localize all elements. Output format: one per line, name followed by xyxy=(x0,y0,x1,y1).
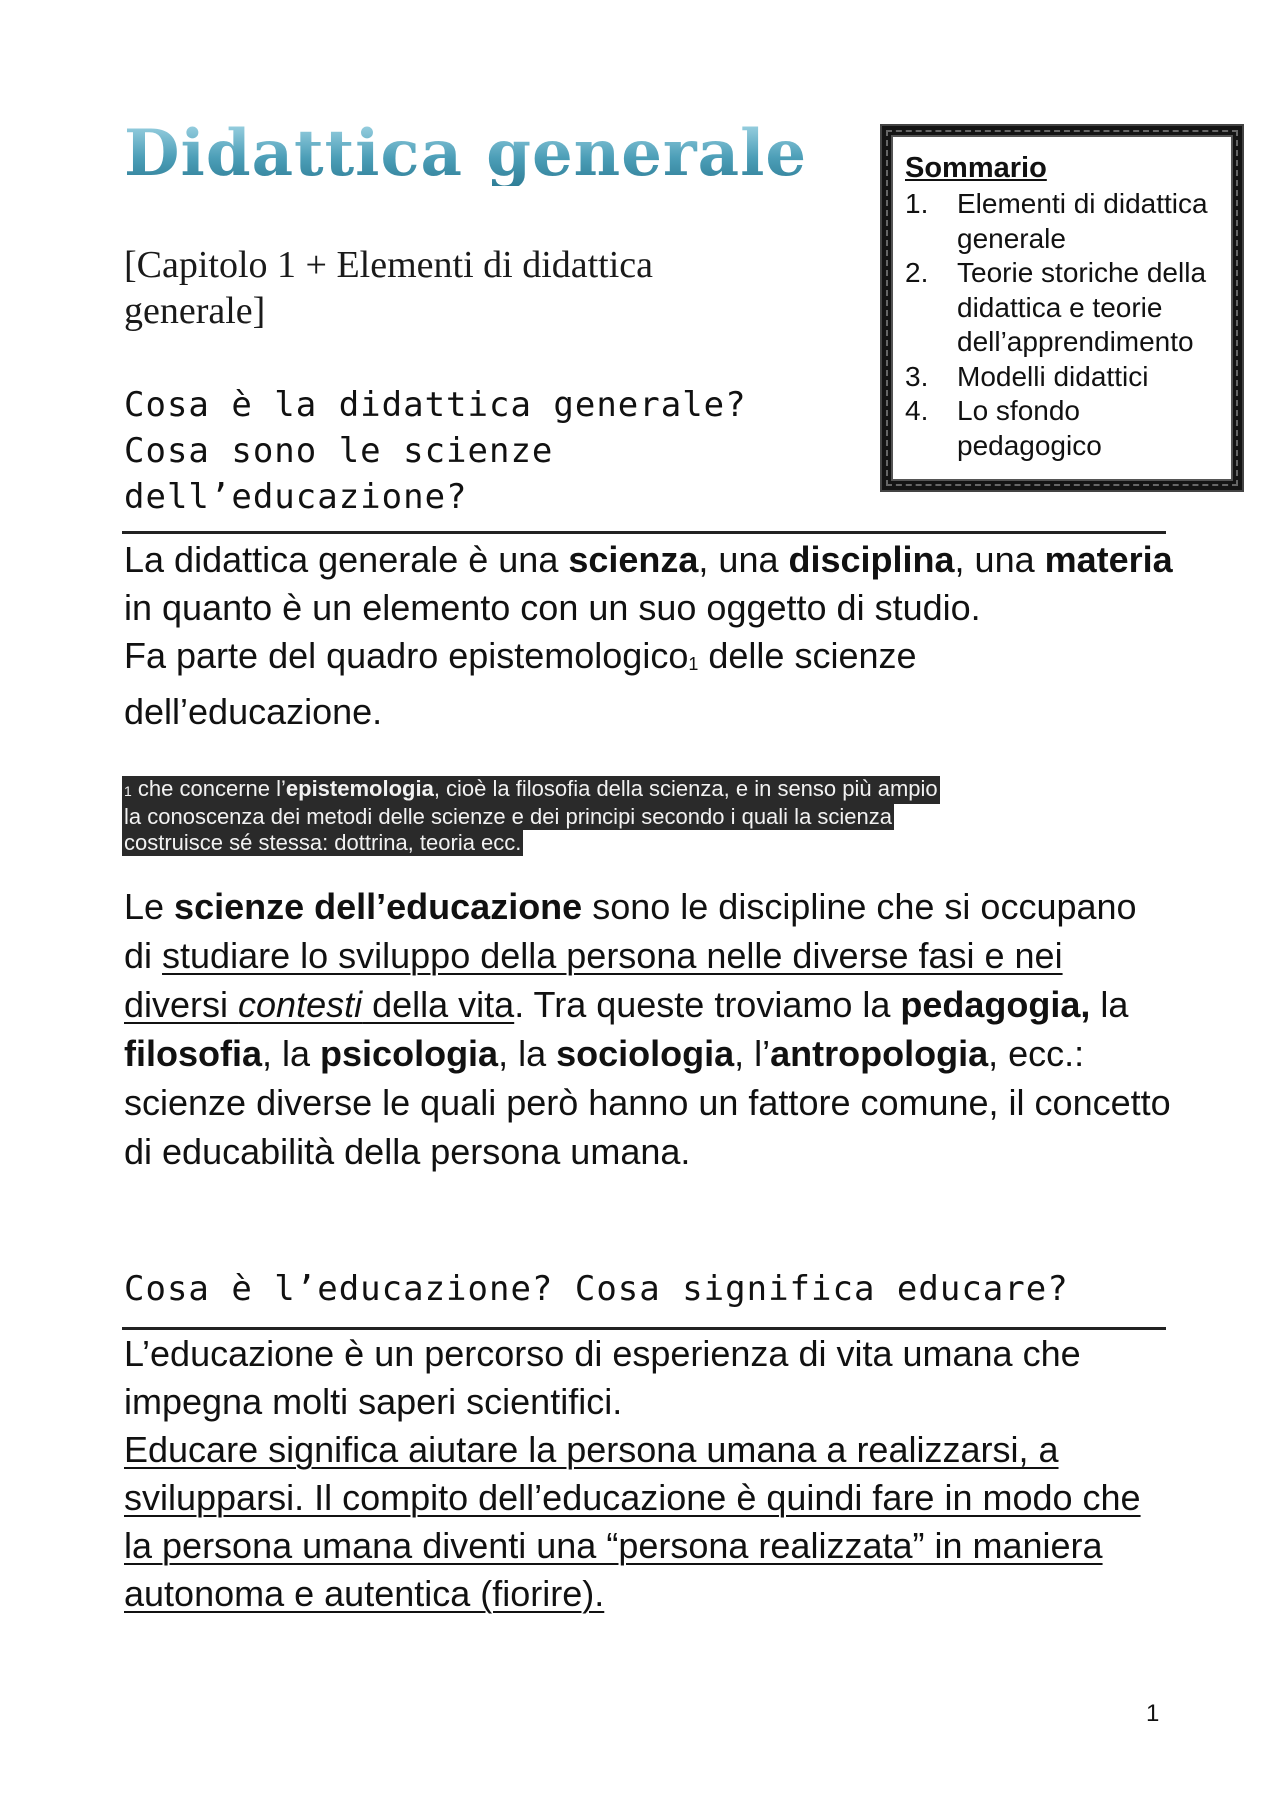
paragraph-sciences xyxy=(124,882,1174,1176)
summary-item xyxy=(905,360,1221,395)
footnote-number: 1 xyxy=(124,783,132,799)
bold-term: scienza xyxy=(568,539,699,580)
bold-term: epistemologia xyxy=(285,776,434,801)
summary-item-number: 2. xyxy=(905,257,929,288)
text-run: sono le discipline che si occupano di xyxy=(124,886,1137,976)
italic-term: contesti xyxy=(238,984,363,1025)
text-run: della vita xyxy=(362,984,515,1025)
section-divider xyxy=(122,531,1166,534)
summary-title: Sommario xyxy=(905,152,1047,184)
text-run: , una xyxy=(954,539,1045,580)
text-run: . Tra queste troviamo la xyxy=(514,984,901,1025)
text-run: , l’ xyxy=(734,1033,771,1074)
paragraph-education xyxy=(124,1330,1174,1618)
summary-item-text: Elementi di didattica generale xyxy=(957,188,1208,254)
summary-item-number: 4. xyxy=(905,395,929,426)
summary-item-text: Modelli didattici xyxy=(957,360,1149,392)
page-number: 1 xyxy=(1146,1700,1160,1727)
text-run: delle scienze dell’educazione. xyxy=(124,635,917,732)
text-run: Le xyxy=(124,886,175,927)
footnote-line: la conoscenza dei metodi delle scienze e dei principi secondo i quali la scienza xyxy=(124,804,893,829)
text-run: che concerne l’ xyxy=(131,776,286,801)
bold-term: sociologia xyxy=(556,1033,735,1074)
summary-item-text: Teorie storiche della didattica e teorie dell’apprendimento xyxy=(957,257,1207,357)
footnote-line: costruisce sé stessa: dottrina, teoria ecc. xyxy=(124,830,522,855)
bold-term: filosofia xyxy=(124,1033,263,1074)
summary-item-number: 1. xyxy=(905,188,929,219)
bold-term: disciplina xyxy=(788,539,955,580)
chapter-subtitle: [Capitolo 1 + Elementi di didattica generale] xyxy=(124,244,654,332)
summary-item-text: Lo sfondo pedagogico xyxy=(957,395,1102,461)
bold-term: materia xyxy=(1044,539,1173,580)
bold-term: antropologia xyxy=(770,1033,989,1074)
text-run: la xyxy=(1090,984,1129,1025)
text-run: , la xyxy=(498,1033,557,1074)
text-run: La didattica generale è una xyxy=(124,539,569,580)
underlined-text: Educare significa aiutare la persona umana a realizzarsi, a svilupparsi. Il compito dell’educazione è quindi fare in modo che la persona umana diventi una “persona realizzata” in maniera autonoma e autentica (fiorire). xyxy=(124,1429,1141,1614)
summary-item xyxy=(905,394,1221,463)
bold-term: pedagogia, xyxy=(900,984,1091,1025)
footnote-reference: 1 xyxy=(688,654,699,674)
text-run: , cioè la filosofia della scienza, e in senso più ampio xyxy=(433,776,938,801)
bold-term: scienze dell’educazione xyxy=(174,886,583,927)
paragraph-definition xyxy=(124,536,1174,736)
summary-box xyxy=(882,126,1242,490)
page-title: Didattica generale xyxy=(124,116,808,191)
question-heading-1: Cosa è la didattica generale? Cosa sono le scienze dell’educazione? xyxy=(124,385,747,517)
text-run: L’educazione è un percorso di esperienza di vita umana che impegna molti saperi scientifici. xyxy=(124,1333,1081,1422)
text-run: , ecc.: scienze diverse le quali però hanno un fattore comune, il concetto di educabilità della persona umana. xyxy=(124,1033,1171,1172)
text-run: in quanto è un elemento con un suo oggetto di studio. xyxy=(124,587,981,628)
footnote xyxy=(122,776,1022,856)
text-run: , la xyxy=(262,1033,321,1074)
footnote-line xyxy=(122,776,940,804)
summary-item-number: 3. xyxy=(905,360,929,392)
summary-list xyxy=(905,187,1221,463)
text-run: , una xyxy=(698,539,789,580)
summary-item xyxy=(905,187,1221,256)
question-heading-2: Cosa è l’educazione? Cosa significa educare? xyxy=(124,1269,1069,1309)
text-run: studiare lo sviluppo della persona nelle diverse fasi e nei diversi xyxy=(124,935,1063,1025)
text-run: Fa parte del quadro epistemologico xyxy=(124,635,689,676)
summary-item xyxy=(905,256,1221,360)
bold-term: psicologia xyxy=(320,1033,499,1074)
